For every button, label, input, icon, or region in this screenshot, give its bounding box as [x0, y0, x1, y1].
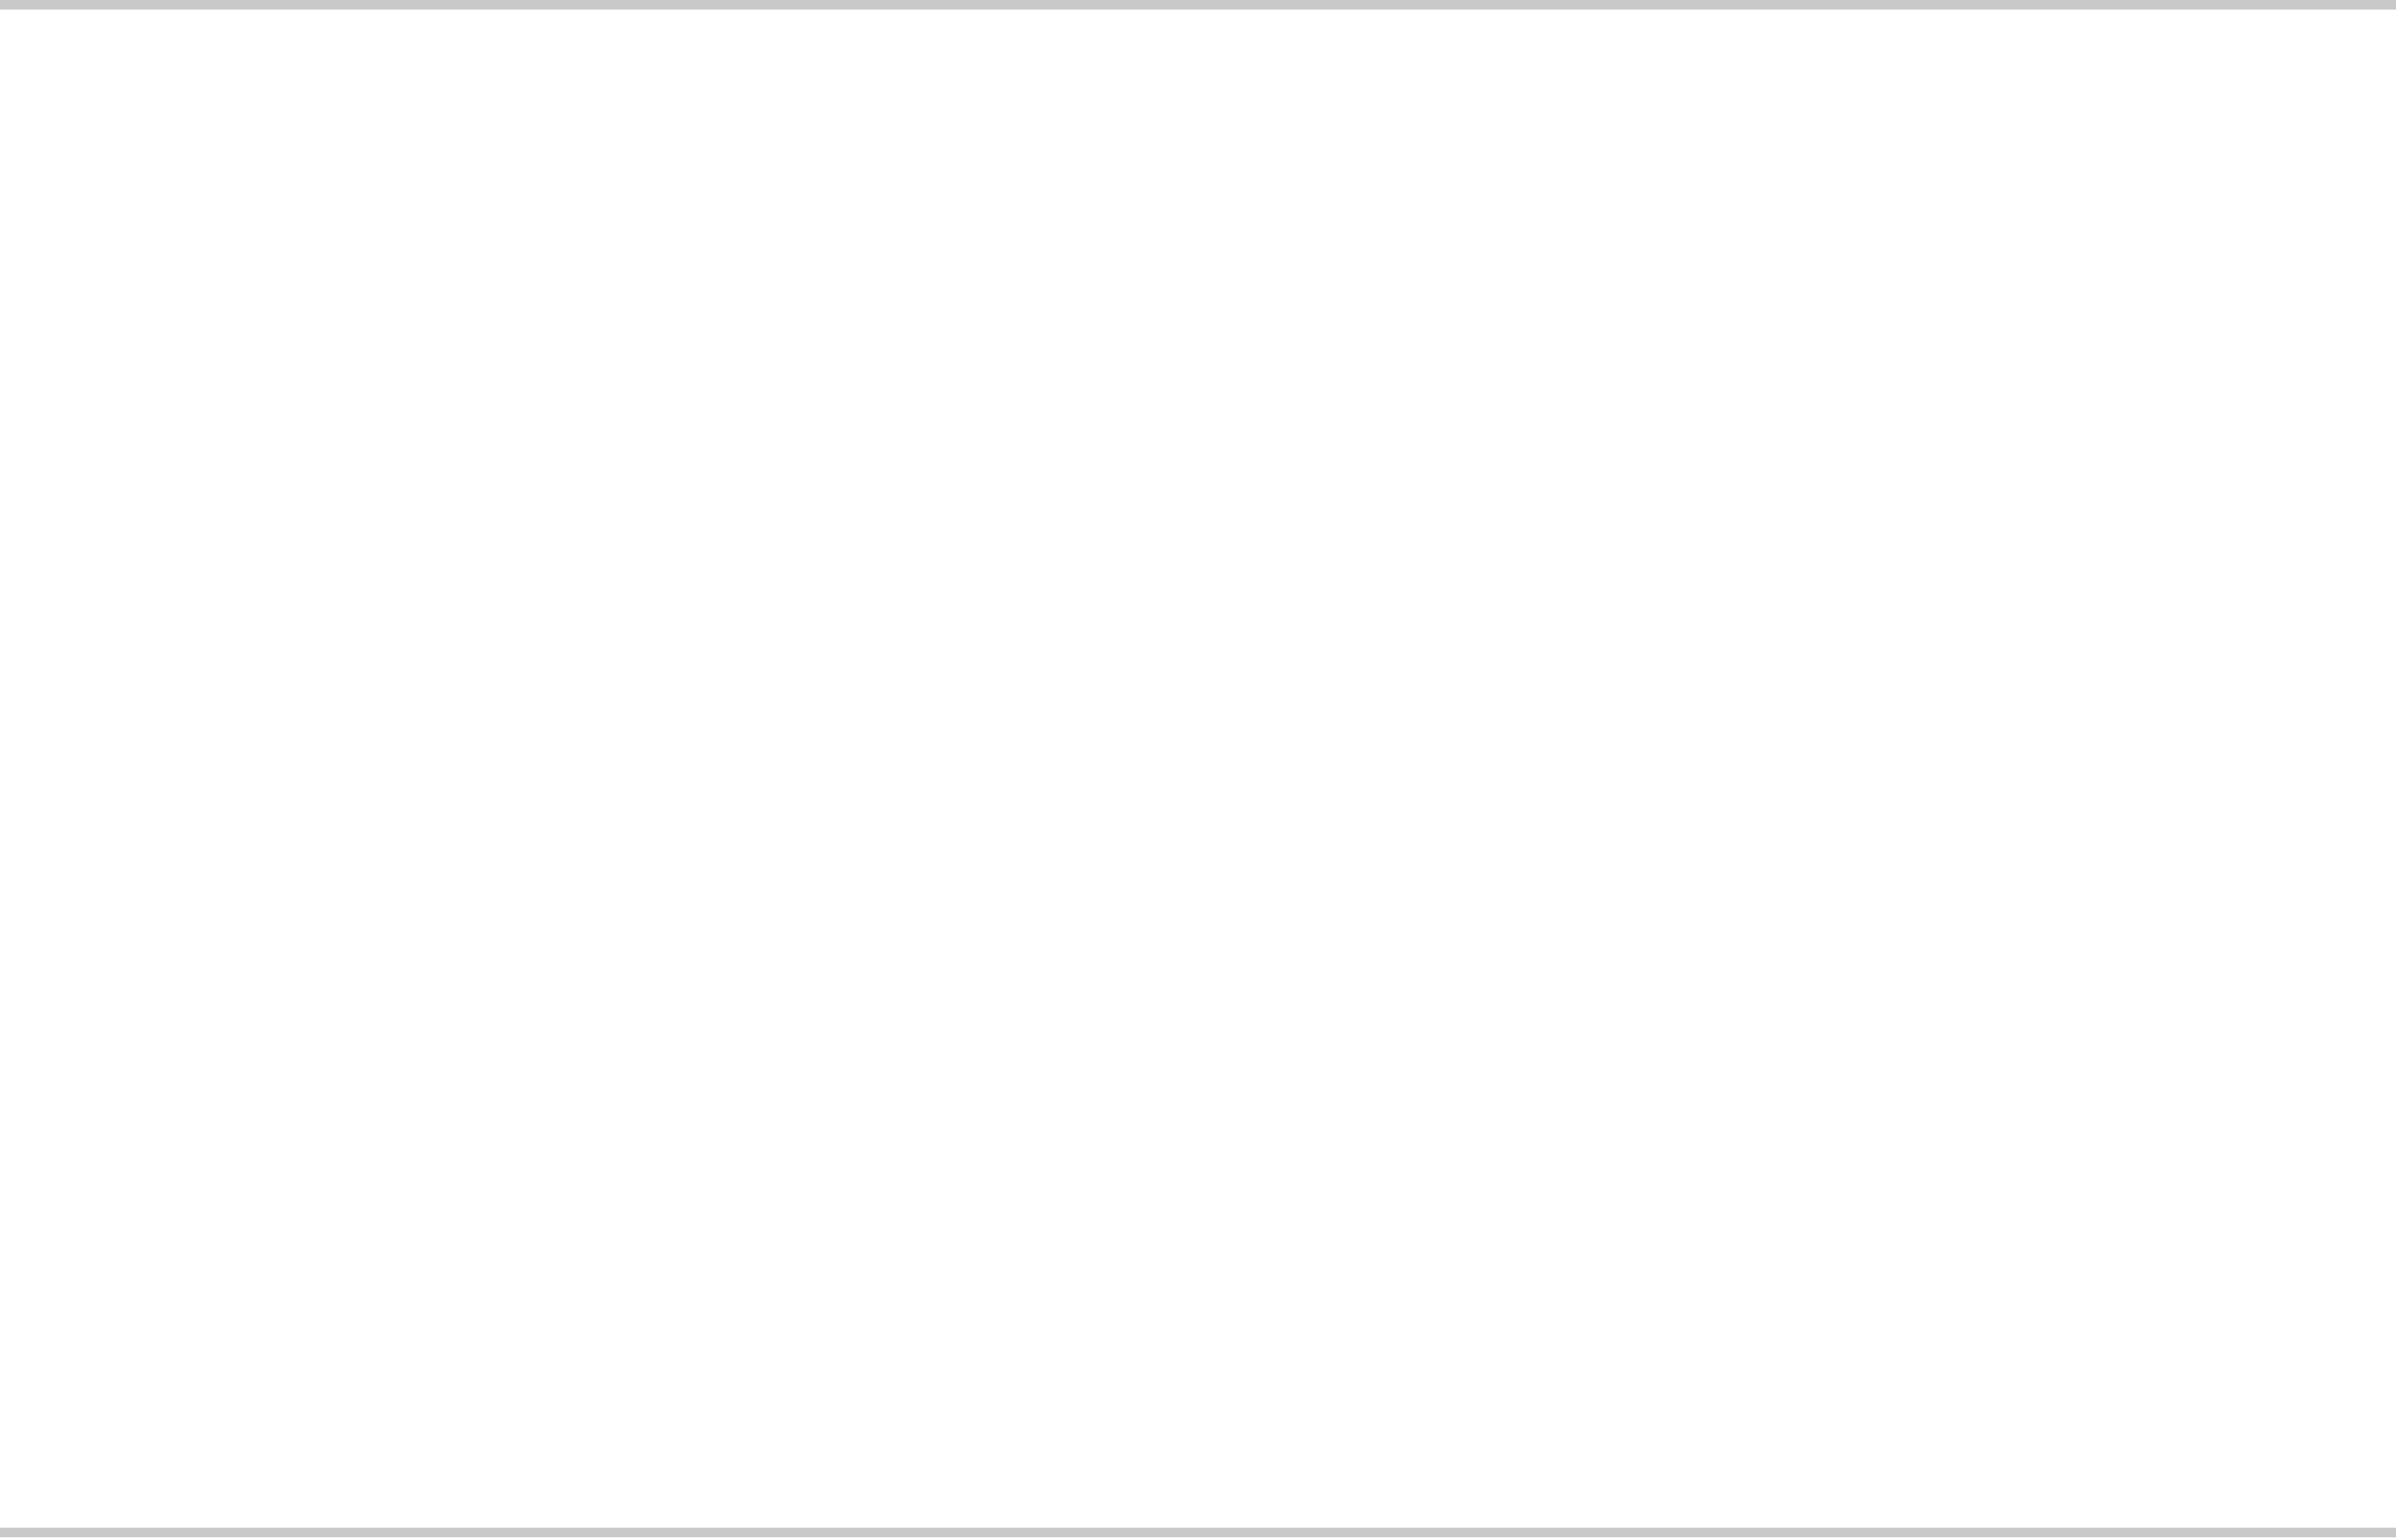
bottom-border [0, 1528, 2396, 1537]
top-border [0, 0, 2396, 10]
